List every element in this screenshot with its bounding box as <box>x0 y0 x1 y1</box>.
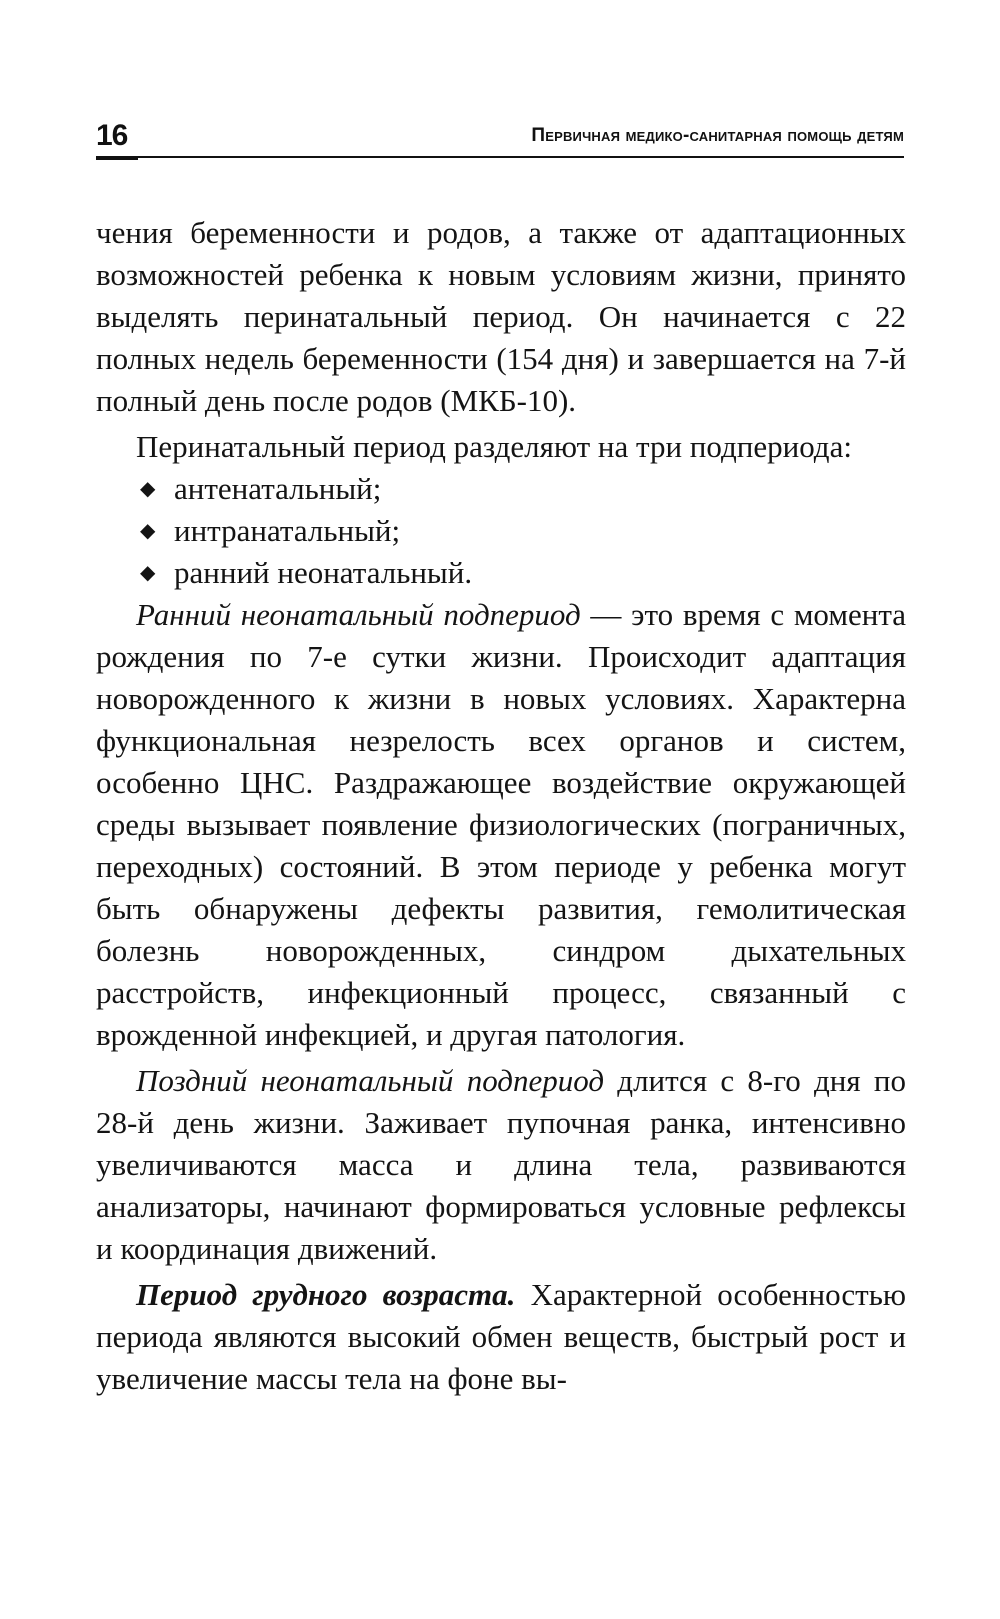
bullet-icon: ◆ <box>140 478 156 500</box>
list-item-text: интранатальный; <box>174 513 401 548</box>
list-item-text: антенатальный; <box>174 471 382 506</box>
page-number: 16 <box>96 119 128 152</box>
late-neonatal-text: длится с 8-го дня по 28-й день жизни. Заживает пупочная ранка, интенсивно увеличиваются масса и длина тела, развиваются анализаторы, начинают формироваться условные рефлексы и координация движений. <box>96 1063 906 1266</box>
list-item <box>96 510 906 552</box>
paragraph-late-neonatal <box>96 1060 906 1270</box>
paragraph-infancy <box>96 1274 906 1400</box>
bullet-icon: ◆ <box>140 520 156 542</box>
page-header <box>96 118 904 158</box>
header-rule <box>96 156 904 158</box>
paragraph-subperiods: Перинатальный период разделяют на три подпериода: <box>136 429 852 464</box>
list-item <box>96 468 906 510</box>
infancy-text: Характерной особенностью периода являются высокий обмен веществ, быстрый рост и увеличение массы тела на фоне вы- <box>96 1277 906 1396</box>
list-item <box>96 552 906 594</box>
paragraph-early-neonatal <box>96 594 906 1056</box>
body-text <box>96 212 906 1400</box>
header-rule-mark <box>96 156 138 160</box>
term-late-neonatal: Поздний неонатальный подпериод <box>136 1063 604 1098</box>
term-infancy: Период грудного возраста. <box>136 1277 516 1312</box>
subperiod-list <box>96 468 906 594</box>
early-neonatal-text: — это время с момента рождения по 7-е сутки жизни. Происходит адаптация новорожденного к жизни в новых условиях. Характерна функциональная незрелость всех органов и систем, особенно ЦНС. Раздражающее воздействие окружающей среды вызывает появление физиологических (пограничных, переходных) состояний. В этом периоде у ребенка могут быть обнаружены дефекты развития, гемолитическая болезнь новорожденных, синдром дыхательных расстройств, инфекционный процесс, связанный с врожденной инфекцией, и другая патология. <box>96 597 906 1052</box>
running-title: Первичная медико-санитарная помощь детям <box>531 125 904 146</box>
list-item-text: ранний неонатальный. <box>174 555 473 590</box>
paragraph-perinatal-intro: чения беременности и родов, а также от адаптационных возможностей ребенка к новым условиям жизни, принято выделять перинатальный период. Он начинается с 22 полных недель беременности (154 дня) и завершается на 7-й полный день после родов (МКБ-10). <box>96 215 906 418</box>
term-early-neonatal: Ранний неонатальный подпериод <box>136 597 581 632</box>
bullet-icon: ◆ <box>140 562 156 584</box>
